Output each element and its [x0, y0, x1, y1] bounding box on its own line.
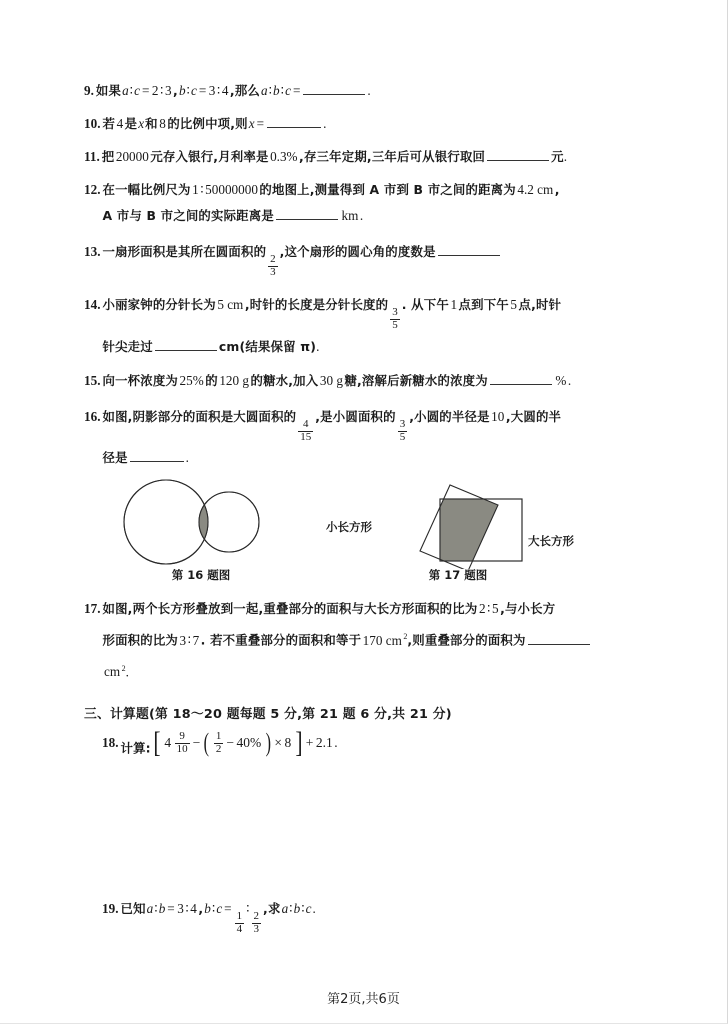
- question-text: 计算: [ 4 $\frac{9}{10}$ − ( $\frac{1}{2}$ − 40% ) × 8 ] + 2.1 .: [120, 726, 338, 760]
- left-paren: (: [203, 727, 210, 757]
- question-text: 若 4 是x和 8 的比例中项,则x = .: [102, 116, 327, 131]
- question-17-line2: [84, 624, 650, 653]
- section-header-calculation: 三、计算题(第 18～20 题每题 5 分,第 21 题 6 分,共 21 分): [84, 707, 452, 723]
- question-10: [84, 111, 650, 137]
- answer-blank[interactable]: [155, 337, 217, 351]
- question-text: 如果a∶c = 2 ∶ 3 ,b∶c = 3 ∶ 4 ,那么a∶b∶c = .: [95, 83, 371, 98]
- question-number: 19.: [102, 901, 119, 917]
- question-text-cont: cm $^2$.: [103, 663, 129, 680]
- answer-space-18[interactable]: [84, 768, 650, 896]
- figures-row: [84, 477, 650, 582]
- question-17: [84, 596, 650, 622]
- fraction: $\frac{9}{10}$: [176, 729, 188, 755]
- question-text: 向一杯浓度为 25% 的 120 g 的糖水,加入 30 g 糖,溶解后新糖水的浓度为 % .: [102, 372, 572, 388]
- answer-blank[interactable]: [130, 448, 184, 462]
- left-bracket: [: [153, 726, 161, 760]
- question-text: 已知a∶b = 3 ∶ 4 ,b∶c = $\frac{1}{4}$ ∶ $\frac{2}{3}$ ,求a∶b∶c.: [120, 901, 316, 936]
- fraction: $\frac{2}{3}$: [270, 252, 276, 278]
- question-18: [84, 726, 650, 761]
- page-footer: 第2页,共6页: [327, 992, 400, 1007]
- answer-blank[interactable]: [267, 114, 321, 128]
- figure-16-two-circles: [106, 479, 296, 565]
- question-11: [84, 144, 650, 170]
- answer-blank[interactable]: [303, 81, 365, 95]
- question-text: 一扇形面积是其所在圆面积的 $\frac{2}{3}$ ,这个扇形的圆心角的度数是: [102, 239, 650, 278]
- question-17-line3: [84, 656, 650, 685]
- answer-blank[interactable]: [490, 371, 552, 385]
- formula-expression: [ 4 $\frac{9}{10}$ − ( $\frac{1}{2}$ − 40% ) × 8 ] + 2.1 .: [153, 726, 338, 760]
- question-number: 17.: [84, 601, 101, 617]
- answer-blank[interactable]: [528, 631, 590, 645]
- question-14-line2: [84, 334, 650, 360]
- question-text: 小丽家钟的分针长为 5 cm ,时针的长度是分针长度的 $\frac{3}{5}$ . 从下午 1 点到下午 5 点,时针: [102, 297, 562, 332]
- question-text: 把 20000 元存入银行,月利率是 0.3% ,存三年定期,三年后可从银行取回 元.: [101, 149, 568, 164]
- question-16-line2: [84, 445, 650, 471]
- answer-blank[interactable]: [276, 206, 338, 220]
- question-13: [84, 239, 650, 278]
- figure-16-caption: 第 16 题图: [171, 568, 231, 583]
- question-number: 11.: [84, 149, 100, 164]
- question-number: 14.: [84, 297, 101, 313]
- question-number: 12.: [84, 182, 101, 197]
- fraction: $\frac{3}{5}$: [399, 417, 406, 443]
- shaded-overlap: [440, 499, 522, 561]
- question-text: 如图,两个长方形叠放到一起,重叠部分的面积与大长方形面积的比为 2 ∶ 5 ,与小长方: [102, 601, 556, 617]
- question-text-cont: 形面积的比为 3 ∶ 7 . 若不重叠部分的面积和等于 170 cm $^2$,则重叠部分的面积为: [102, 624, 650, 653]
- question-15: [84, 368, 650, 394]
- question-number: 15.: [84, 372, 101, 388]
- question-text-cont: 径是 .: [102, 450, 189, 466]
- figure-17-caption: 第 17 题图: [428, 568, 488, 583]
- figure-17-small-label: 小长方形: [326, 520, 372, 535]
- question-9: [84, 78, 650, 104]
- question-number: 9.: [84, 83, 94, 98]
- question-text: 在一幅比例尺为 1 ∶ 50000000 的地图上,测量得到 A 市到 B 市之间的距离为 4.2 cm , A 市与 B 市之间的实际距离是 km .: [102, 182, 560, 223]
- fraction: $\frac{4}{15}$: [300, 417, 312, 443]
- fraction: $\frac{2}{3}$: [253, 910, 260, 936]
- question-text: 如图,阴影部分的面积是大圆面积的 $\frac{4}{15}$ ,是小圆面积的 $\frac{3}{5}$ ,小圆的半径是 10 ,大圆的半: [102, 408, 562, 443]
- question-16: [84, 404, 650, 443]
- question-number: 16.: [84, 408, 101, 424]
- figure-17-two-rectangles: [368, 477, 548, 569]
- answer-blank[interactable]: [438, 242, 500, 256]
- answer-blank[interactable]: [487, 147, 549, 161]
- question-text-cont: 针尖走过 cm(结果保留 π).: [102, 338, 320, 354]
- question-number: 13.: [84, 244, 101, 259]
- page-content: [84, 78, 650, 1003]
- question-number: 10.: [84, 116, 101, 131]
- right-paren: ): [265, 727, 271, 757]
- question-19: [84, 896, 650, 935]
- fraction: $\frac{1}{2}$: [215, 729, 222, 755]
- right-bracket: ]: [295, 726, 303, 760]
- fraction: $\frac{1}{4}$: [236, 910, 243, 936]
- fraction: $\frac{3}{5}$: [392, 306, 398, 332]
- figure-17-large-label: 大长方形: [528, 534, 574, 549]
- question-number: 18.: [102, 735, 119, 751]
- question-14: [84, 292, 650, 331]
- question-12: [84, 177, 650, 229]
